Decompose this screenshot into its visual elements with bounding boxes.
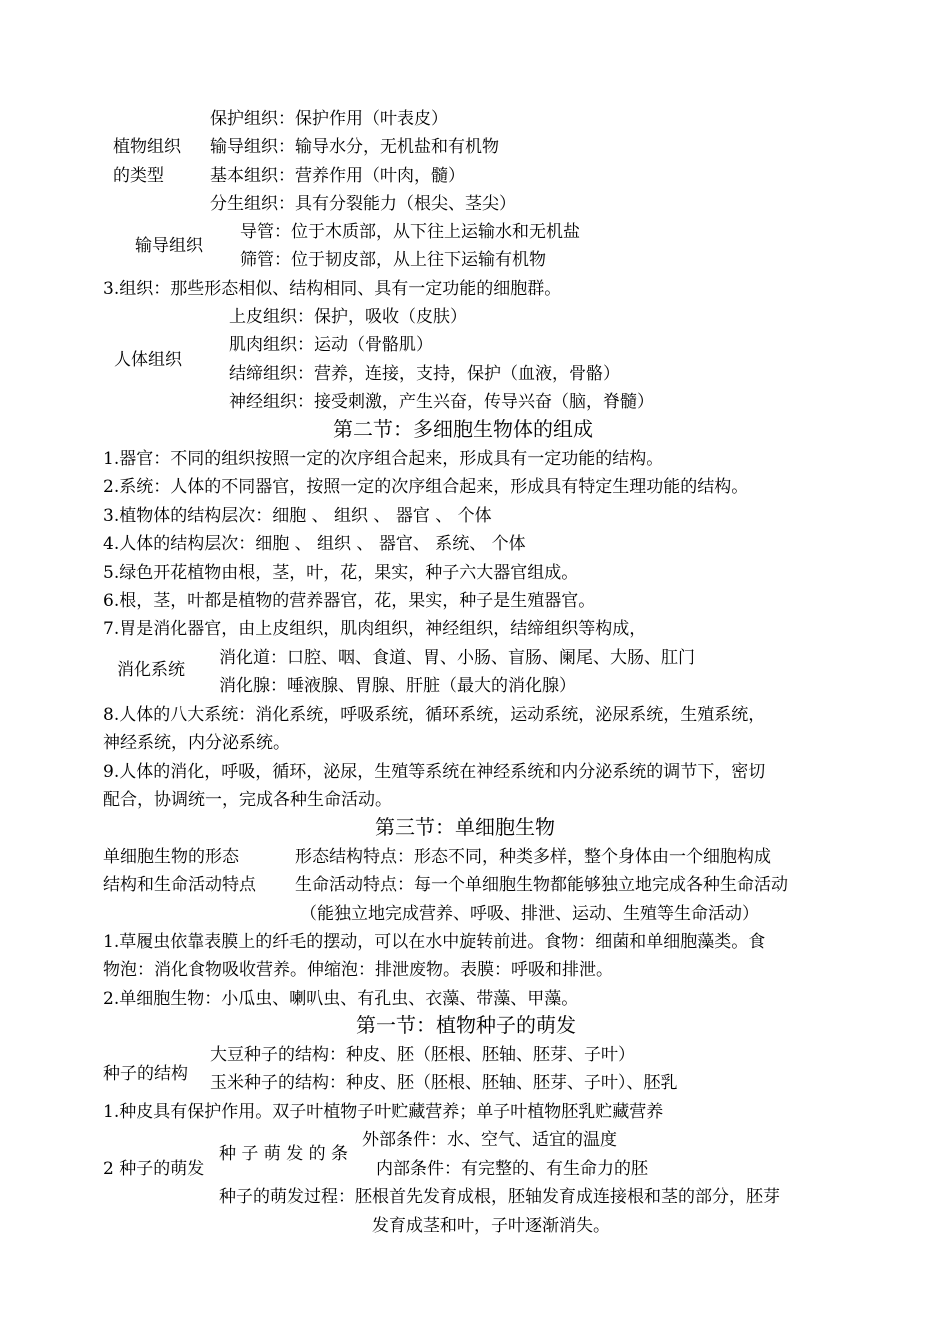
text-line: 5.绿色开花植物由根，茎，叶，花，果实，种子六大器官组成。 <box>103 563 579 583</box>
text-line: 大豆种子的结构：种皮、胚（胚根、胚轴、胚芽、子叶） <box>210 1045 635 1065</box>
text-line: 9.人体的消化，呼吸，循环，泌尿，生殖等系统在神经系统和内分泌系统的调节下，密切 <box>103 762 766 782</box>
text-line: 肌肉组织：运动（骨骼肌） <box>229 335 433 355</box>
text-line: 2 种子的萌发 <box>103 1159 205 1179</box>
text-line: 植物组织 <box>113 137 181 157</box>
text-line: 神经组织：接受刺激，产生兴奋，传导兴奋（脑，脊髓） <box>229 392 654 412</box>
text-line: 物泡：消化食物吸收营养。伸缩泡：排泄废物。表膜：呼吸和排泄。 <box>103 960 613 980</box>
text-line: 1.器官：不同的组织按照一定的次序组合起来，形成具有一定功能的结构。 <box>103 449 664 469</box>
text-line: 3.组织：那些形态相似、结构相同、具有一定功能的细胞群。 <box>103 279 562 299</box>
text-line: 内部条件：有完整的、有生命力的胚 <box>376 1159 648 1179</box>
text-line: 保护组织：保护作用（叶表皮） <box>210 109 448 129</box>
text-line: 结构和生命活动特点 <box>103 875 256 895</box>
section-heading: 第二节：多细胞生物体的组成 <box>333 417 593 441</box>
section-heading: 第三节：单细胞生物 <box>375 815 555 839</box>
text-line: 2.单细胞生物：小瓜虫、喇叭虫、有孔虫、衣藻、带藻、甲藻。 <box>103 989 579 1009</box>
text-line: 上皮组织：保护，吸收（皮肤） <box>229 307 467 327</box>
text-line: （能独立地完成营养、呼吸、排泄、运动、生殖等生命活动） <box>300 904 759 924</box>
text-line: 人体组织 <box>114 350 182 370</box>
text-line: 3.植物体的结构层次：细胞 、 组织 、 器官 、 个体 <box>103 506 492 526</box>
text-line: 7.胃是消化器官，由上皮组织，肌肉组织，神经组织，结缔组织等构成， <box>103 619 647 639</box>
text-line: 种 子 萌 发 的 条 <box>219 1144 349 1164</box>
text-line: 种子的萌发过程：胚根首先发育成根，胚轴发育成连接根和茎的部分，胚芽 <box>219 1187 780 1207</box>
text-line: 的类型 <box>113 166 164 186</box>
text-line: 基本组织：营养作用（叶肉，髓） <box>210 166 465 186</box>
text-line: 单细胞生物的形态 <box>103 847 239 867</box>
section-heading: 第一节：植物种子的萌发 <box>356 1013 576 1037</box>
text-line: 生命活动特点：每一个单细胞生物都能够独立地完成各种生命活动 <box>295 875 788 895</box>
text-line: 6.根，茎，叶都是植物的营养器官，花，果实，种子是生殖器官。 <box>103 591 596 611</box>
text-line: 外部条件：水、空气、适宜的温度 <box>362 1130 617 1150</box>
text-line: 消化系统 <box>117 660 185 680</box>
text-line: 消化腺：唾液腺、胃腺、肝脏（最大的消化腺） <box>219 676 576 696</box>
text-line: 导管：位于木质部，从下往上运输水和无机盐 <box>240 222 580 242</box>
text-line: 2.系统：人体的不同器官，按照一定的次序组合起来，形成具有特定生理功能的结构。 <box>103 477 749 497</box>
text-line: 形态结构特点：形态不同，种类多样，整个身体由一个细胞构成 <box>295 847 771 867</box>
text-line: 结缔组织：营养，连接，支持，保护（血液，骨骼） <box>229 364 620 384</box>
text-line: 消化道：口腔、咽、食道、胃、小肠、盲肠、阑尾、大肠、肛门 <box>219 648 695 668</box>
text-line: 筛管：位于韧皮部，从上往下运输有机物 <box>240 250 546 270</box>
text-line: 8.人体的八大系统：消化系统，呼吸系统，循环系统，运动系统，泌尿系统，生殖系统， <box>103 705 766 725</box>
text-line: 配合，协调统一，完成各种生命活动。 <box>103 790 392 810</box>
text-line: 输导组织：输导水分，无机盐和有机物 <box>210 137 499 157</box>
text-line: 1.种皮具有保护作用。双子叶植物子叶贮藏营养；单子叶植物胚乳贮藏营养 <box>103 1102 664 1122</box>
text-line: 神经系统，内分泌系统。 <box>103 733 290 753</box>
text-line: 发育成茎和叶，子叶逐渐消失。 <box>372 1216 610 1236</box>
text-line: 输导组织 <box>135 236 203 256</box>
text-line: 分生组织：具有分裂能力（根尖、茎尖） <box>210 194 516 214</box>
text-line: 种子的结构 <box>103 1064 188 1084</box>
text-line: 4.人体的结构层次：细胞 、 组织 、 器官、 系统、 个体 <box>103 534 526 554</box>
text-line: 1.草履虫依靠表膜上的纤毛的摆动，可以在水中旋转前进。食物：细菌和单细胞藻类。食 <box>103 932 766 952</box>
text-line: 玉米种子的结构：种皮、胚（胚根、胚轴、胚芽、子叶）、胚乳 <box>210 1073 678 1093</box>
